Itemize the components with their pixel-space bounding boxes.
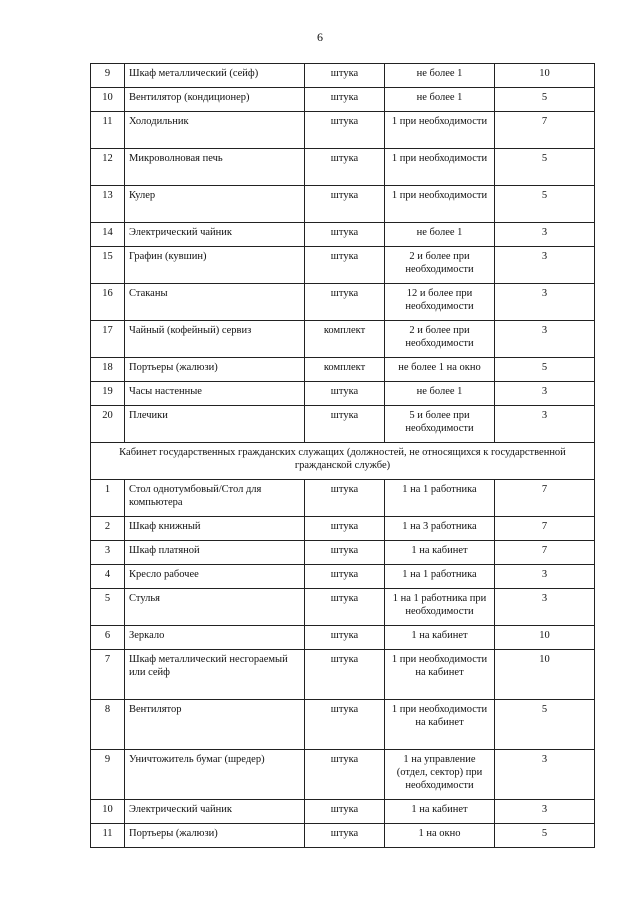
cell-name: Портьеры (жалюзи) bbox=[125, 824, 305, 848]
cell-name: Электрический чайник bbox=[125, 223, 305, 247]
cell-qty: 12 и более при необходимости bbox=[385, 284, 495, 321]
table-row bbox=[91, 700, 595, 750]
cell-name: Шкаф металлический (сейф) bbox=[125, 64, 305, 88]
cell-name: Микроволновая печь bbox=[125, 149, 305, 186]
cell-name: Графин (кувшин) bbox=[125, 247, 305, 284]
table-row bbox=[91, 186, 595, 223]
cell-num: 19 bbox=[91, 382, 125, 406]
cell-num: 3 bbox=[91, 541, 125, 565]
cell-num: 8 bbox=[91, 700, 125, 750]
cell-num: 13 bbox=[91, 186, 125, 223]
cell-num: 2 bbox=[91, 517, 125, 541]
cell-qty: 1 при необходимости на кабинет bbox=[385, 700, 495, 750]
cell-term: 7 bbox=[495, 517, 595, 541]
cell-unit: штука bbox=[305, 800, 385, 824]
table-row bbox=[91, 480, 595, 517]
cell-unit: штука bbox=[305, 541, 385, 565]
cell-term: 3 bbox=[495, 750, 595, 800]
cell-term: 3 bbox=[495, 284, 595, 321]
table-row bbox=[91, 565, 595, 589]
cell-qty: 1 на 3 работника bbox=[385, 517, 495, 541]
cell-term: 5 bbox=[495, 824, 595, 848]
cell-name: Стол однотумбовый/Стол для компьютера bbox=[125, 480, 305, 517]
cell-num: 17 bbox=[91, 321, 125, 358]
cell-name: Шкаф книжный bbox=[125, 517, 305, 541]
cell-term: 3 bbox=[495, 247, 595, 284]
cell-num: 4 bbox=[91, 565, 125, 589]
cell-qty: 1 на кабинет bbox=[385, 626, 495, 650]
cell-name: Шкаф платяной bbox=[125, 541, 305, 565]
cell-name: Вентилятор (кондиционер) bbox=[125, 88, 305, 112]
section-title: Кабинет государственных гражданских служащих (должностей, не относящихся к государственной гражданской службе) bbox=[91, 443, 595, 480]
cell-unit: штука bbox=[305, 149, 385, 186]
cell-qty: 1 на 1 работника bbox=[385, 565, 495, 589]
cell-qty: не более 1 bbox=[385, 88, 495, 112]
cell-unit: штука bbox=[305, 565, 385, 589]
table-row bbox=[91, 112, 595, 149]
cell-num: 10 bbox=[91, 88, 125, 112]
cell-name: Электрический чайник bbox=[125, 800, 305, 824]
cell-term: 3 bbox=[495, 589, 595, 626]
cell-name: Стулья bbox=[125, 589, 305, 626]
cell-unit: штука bbox=[305, 824, 385, 848]
cell-term: 10 bbox=[495, 650, 595, 700]
cell-num: 1 bbox=[91, 480, 125, 517]
cell-num: 16 bbox=[91, 284, 125, 321]
cell-name: Вентилятор bbox=[125, 700, 305, 750]
cell-term: 5 bbox=[495, 186, 595, 223]
cell-unit: штука bbox=[305, 589, 385, 626]
cell-qty: 1 на окно bbox=[385, 824, 495, 848]
cell-name: Уничтожитель бумаг (шредер) bbox=[125, 750, 305, 800]
table-row bbox=[91, 358, 595, 382]
table-row bbox=[91, 247, 595, 284]
table-row bbox=[91, 321, 595, 358]
cell-unit: штука bbox=[305, 650, 385, 700]
page-number: 6 bbox=[317, 30, 323, 44]
table-row bbox=[91, 64, 595, 88]
table-row bbox=[91, 223, 595, 247]
cell-qty: не более 1 на окно bbox=[385, 358, 495, 382]
cell-qty: 1 на кабинет bbox=[385, 541, 495, 565]
cell-num: 11 bbox=[91, 824, 125, 848]
cell-qty: 1 при необходимости bbox=[385, 186, 495, 223]
cell-term: 5 bbox=[495, 358, 595, 382]
cell-qty: не более 1 bbox=[385, 382, 495, 406]
cell-name: Холодильник bbox=[125, 112, 305, 149]
cell-num: 12 bbox=[91, 149, 125, 186]
table-row bbox=[91, 824, 595, 848]
cell-unit: штука bbox=[305, 750, 385, 800]
cell-qty: 1 при необходимости bbox=[385, 149, 495, 186]
cell-term: 3 bbox=[495, 321, 595, 358]
table-row bbox=[91, 626, 595, 650]
cell-name: Часы настенные bbox=[125, 382, 305, 406]
section-header-row bbox=[91, 443, 595, 480]
cell-num: 20 bbox=[91, 406, 125, 443]
table-row bbox=[91, 541, 595, 565]
cell-qty: 1 на 1 работника при необходимости bbox=[385, 589, 495, 626]
cell-unit: штука bbox=[305, 112, 385, 149]
cell-term: 7 bbox=[495, 541, 595, 565]
cell-qty: 1 на управление (отдел, сектор) при необходимости bbox=[385, 750, 495, 800]
table-row bbox=[91, 382, 595, 406]
cell-term: 5 bbox=[495, 149, 595, 186]
table-row bbox=[91, 589, 595, 626]
cell-name: Портьеры (жалюзи) bbox=[125, 358, 305, 382]
cell-term: 3 bbox=[495, 406, 595, 443]
cell-qty: 1 на 1 работника bbox=[385, 480, 495, 517]
table-row bbox=[91, 750, 595, 800]
table-row bbox=[91, 406, 595, 443]
table-row bbox=[91, 149, 595, 186]
cell-term: 3 bbox=[495, 565, 595, 589]
cell-unit: штука bbox=[305, 186, 385, 223]
inventory-table bbox=[90, 63, 595, 848]
cell-term: 3 bbox=[495, 382, 595, 406]
table-row bbox=[91, 88, 595, 112]
cell-qty: 1 при необходимости bbox=[385, 112, 495, 149]
cell-unit: комплект bbox=[305, 358, 385, 382]
cell-name: Стаканы bbox=[125, 284, 305, 321]
cell-unit: штука bbox=[305, 64, 385, 88]
cell-term: 3 bbox=[495, 800, 595, 824]
cell-num: 9 bbox=[91, 750, 125, 800]
table-row bbox=[91, 650, 595, 700]
cell-name: Кресло рабочее bbox=[125, 565, 305, 589]
table-row bbox=[91, 800, 595, 824]
cell-term: 5 bbox=[495, 88, 595, 112]
cell-term: 7 bbox=[495, 112, 595, 149]
cell-num: 15 bbox=[91, 247, 125, 284]
cell-num: 6 bbox=[91, 626, 125, 650]
cell-num: 9 bbox=[91, 64, 125, 88]
cell-qty: не более 1 bbox=[385, 64, 495, 88]
cell-num: 18 bbox=[91, 358, 125, 382]
cell-unit: штука bbox=[305, 626, 385, 650]
cell-qty: 2 и более при необходимости bbox=[385, 321, 495, 358]
cell-unit: штука bbox=[305, 700, 385, 750]
cell-num: 7 bbox=[91, 650, 125, 700]
cell-unit: штука bbox=[305, 480, 385, 517]
cell-qty: не более 1 bbox=[385, 223, 495, 247]
cell-unit: штука bbox=[305, 284, 385, 321]
cell-unit: штука bbox=[305, 223, 385, 247]
table-row bbox=[91, 517, 595, 541]
cell-unit: штука bbox=[305, 517, 385, 541]
cell-name: Шкаф металлический несгораемый или сейф bbox=[125, 650, 305, 700]
cell-name: Кулер bbox=[125, 186, 305, 223]
cell-unit: штука bbox=[305, 88, 385, 112]
cell-num: 10 bbox=[91, 800, 125, 824]
table-section-a bbox=[91, 64, 595, 848]
cell-unit: штука bbox=[305, 247, 385, 284]
cell-qty: 1 при необходимости на кабинет bbox=[385, 650, 495, 700]
cell-term: 10 bbox=[495, 626, 595, 650]
cell-qty: 5 и более при необходимости bbox=[385, 406, 495, 443]
cell-term: 5 bbox=[495, 700, 595, 750]
cell-num: 5 bbox=[91, 589, 125, 626]
cell-name: Чайный (кофейный) сервиз bbox=[125, 321, 305, 358]
cell-num: 14 bbox=[91, 223, 125, 247]
cell-term: 3 bbox=[495, 223, 595, 247]
cell-qty: 1 на кабинет bbox=[385, 800, 495, 824]
cell-term: 7 bbox=[495, 480, 595, 517]
cell-qty: 2 и более при необходимости bbox=[385, 247, 495, 284]
table-row bbox=[91, 284, 595, 321]
cell-unit: штука bbox=[305, 406, 385, 443]
cell-term: 10 bbox=[495, 64, 595, 88]
cell-name: Зеркало bbox=[125, 626, 305, 650]
cell-num: 11 bbox=[91, 112, 125, 149]
cell-unit: комплект bbox=[305, 321, 385, 358]
cell-name: Плечики bbox=[125, 406, 305, 443]
cell-unit: штука bbox=[305, 382, 385, 406]
